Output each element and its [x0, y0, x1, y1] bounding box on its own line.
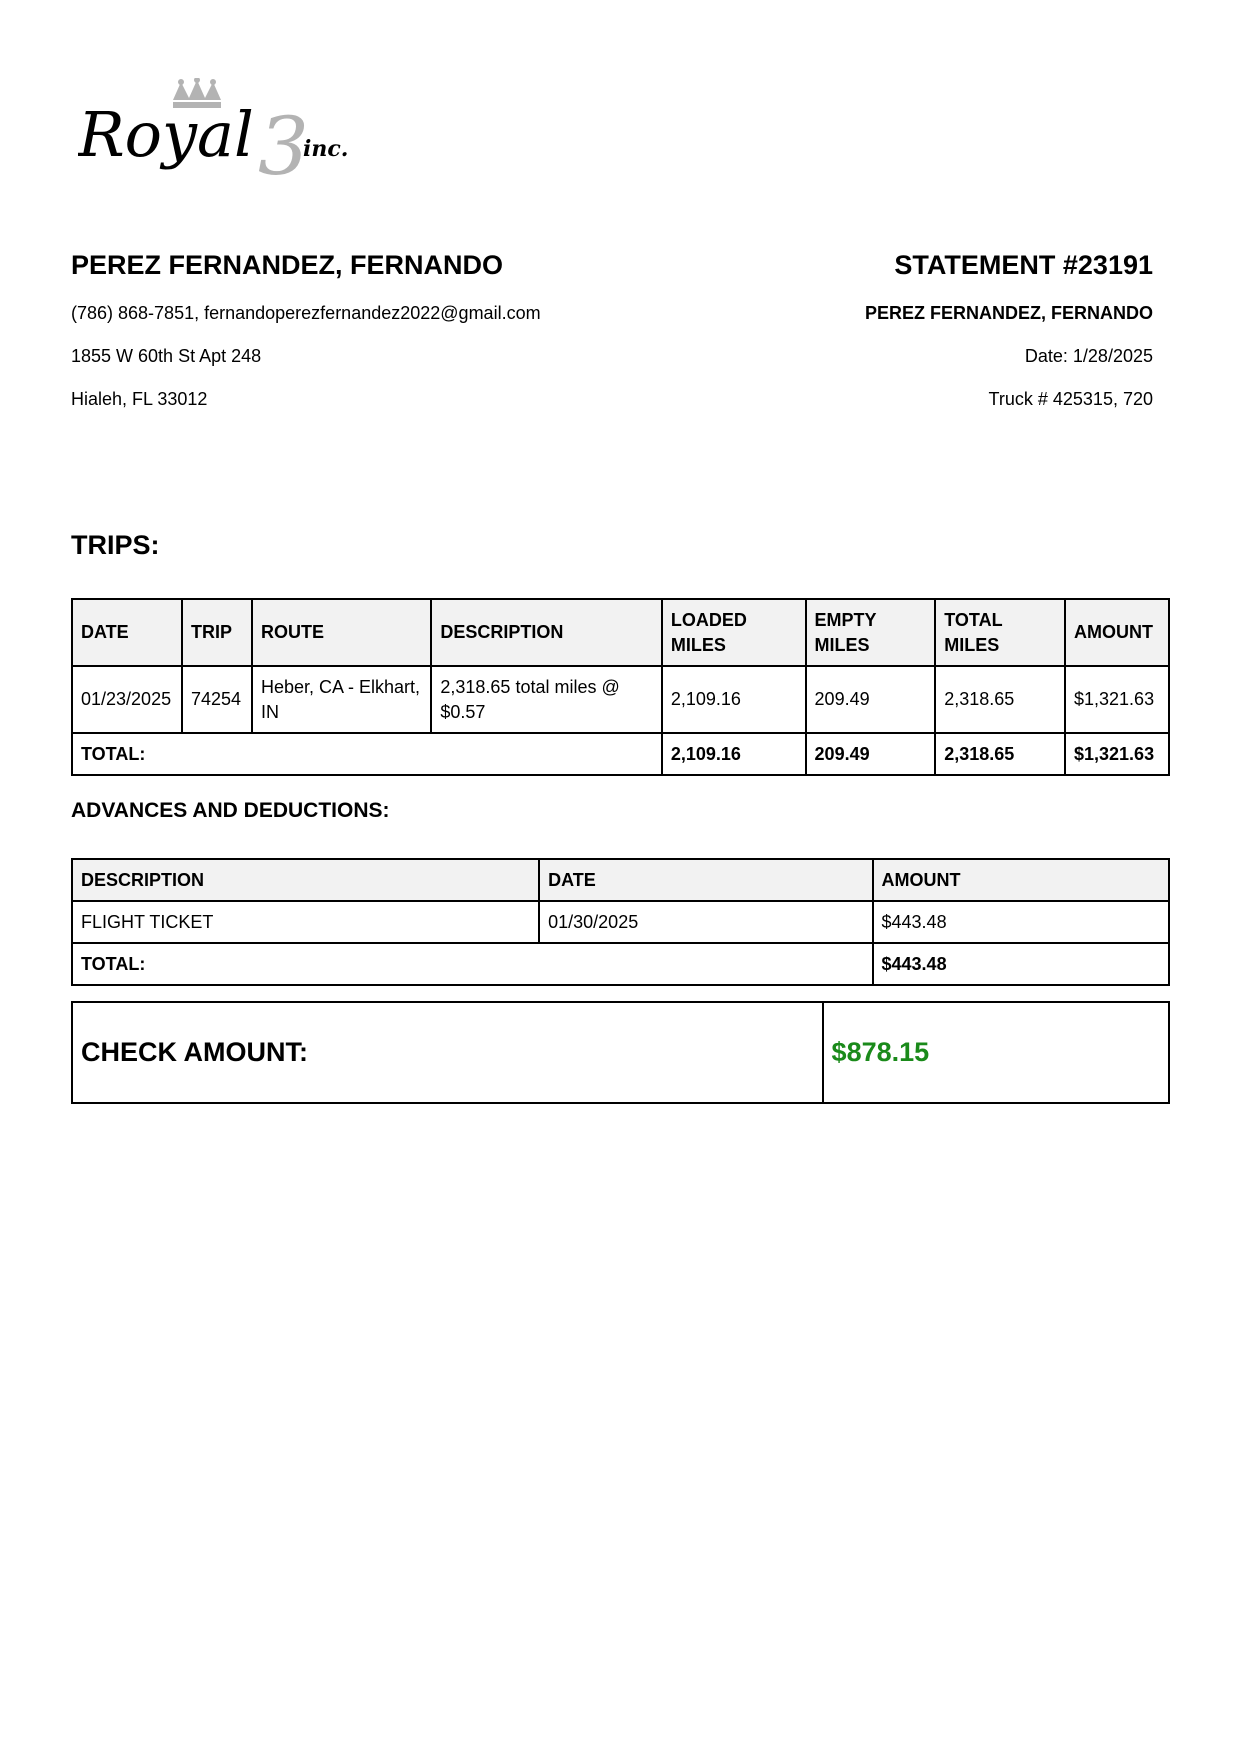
trips-title: TRIPS:	[71, 530, 160, 560]
header-loaded-miles: LOADED MILES	[662, 599, 806, 666]
adv-total-label: TOTAL:	[72, 943, 873, 985]
adv-header-date: DATE	[539, 859, 872, 901]
header-total-miles: TOTAL MILES	[935, 599, 1065, 666]
advances-header-row	[72, 859, 1169, 901]
trips-total-row	[72, 733, 1169, 775]
header-route: ROUTE	[252, 599, 431, 666]
company-logo	[78, 78, 378, 188]
header-empty-miles: EMPTY MILES	[806, 599, 936, 666]
trips-total-loaded-miles: 2,109.16	[662, 733, 806, 775]
header-description: DESCRIPTION	[431, 599, 661, 666]
royal3-logo-graphic	[78, 78, 378, 188]
trip-number: 74254	[182, 666, 252, 733]
advances-title: ADVANCES AND DEDUCTIONS:	[71, 799, 390, 822]
trip-total-miles: 2,318.65	[935, 666, 1065, 733]
statement-name: PEREZ FERNANDEZ, FERNANDO	[864, 303, 1153, 323]
check-amount-value: $878.15	[823, 1002, 1169, 1103]
driver-contact: (786) 868-7851, fernandoperezfernandez2022@gmail.com	[71, 303, 541, 323]
adv-total-amount: $443.48	[873, 943, 1169, 985]
logo-numeral: 3	[258, 100, 309, 188]
trip-date: 01/23/2025	[72, 666, 182, 733]
adv-date: 01/30/2025	[539, 901, 872, 943]
statement-date: Date: 1/28/2025	[1024, 346, 1153, 366]
advances-table	[71, 858, 1170, 986]
trips-total-label: TOTAL:	[72, 733, 662, 775]
trips-total-total-miles: 2,318.65	[935, 733, 1065, 775]
trips-total-amount: $1,321.63	[1065, 733, 1169, 775]
driver-address-line2: Hialeh, FL 33012	[71, 389, 208, 409]
table-row	[72, 666, 1169, 733]
trip-empty-miles: 209.49	[806, 666, 936, 733]
table-row	[72, 901, 1169, 943]
trips-total-empty-miles: 209.49	[806, 733, 936, 775]
header-amount: AMOUNT	[1065, 599, 1169, 666]
check-row	[72, 1002, 1169, 1103]
adv-description: FLIGHT TICKET	[72, 901, 539, 943]
trip-loaded-miles: 2,109.16	[662, 666, 806, 733]
driver-name: PEREZ FERNANDEZ, FERNANDO	[71, 250, 504, 280]
driver-address-line1: 1855 W 60th St Apt 248	[71, 346, 262, 366]
trip-route: Heber, CA - Elkhart, IN	[252, 666, 431, 733]
trips-header-row	[72, 599, 1169, 666]
trips-table	[71, 598, 1170, 776]
logo-suffix: inc.	[303, 136, 349, 162]
header-date: DATE	[72, 599, 182, 666]
statement-info	[633, 248, 1153, 410]
advances-total-row	[72, 943, 1169, 985]
adv-header-description: DESCRIPTION	[72, 859, 539, 901]
trip-description: 2,318.65 total miles @ $0.57	[431, 666, 661, 733]
check-amount-label: CHECK AMOUNT:	[72, 1002, 823, 1103]
logo-word: Royal	[78, 98, 254, 171]
trip-amount: $1,321.63	[1065, 666, 1169, 733]
adv-amount: $443.48	[873, 901, 1169, 943]
statement-truck: Truck # 425315, 720	[988, 389, 1153, 409]
statement-title: STATEMENT #23191	[894, 250, 1153, 280]
check-amount-box	[71, 1001, 1170, 1104]
adv-header-amount: AMOUNT	[873, 859, 1169, 901]
header-trip: TRIP	[182, 599, 252, 666]
driver-info	[71, 248, 711, 410]
